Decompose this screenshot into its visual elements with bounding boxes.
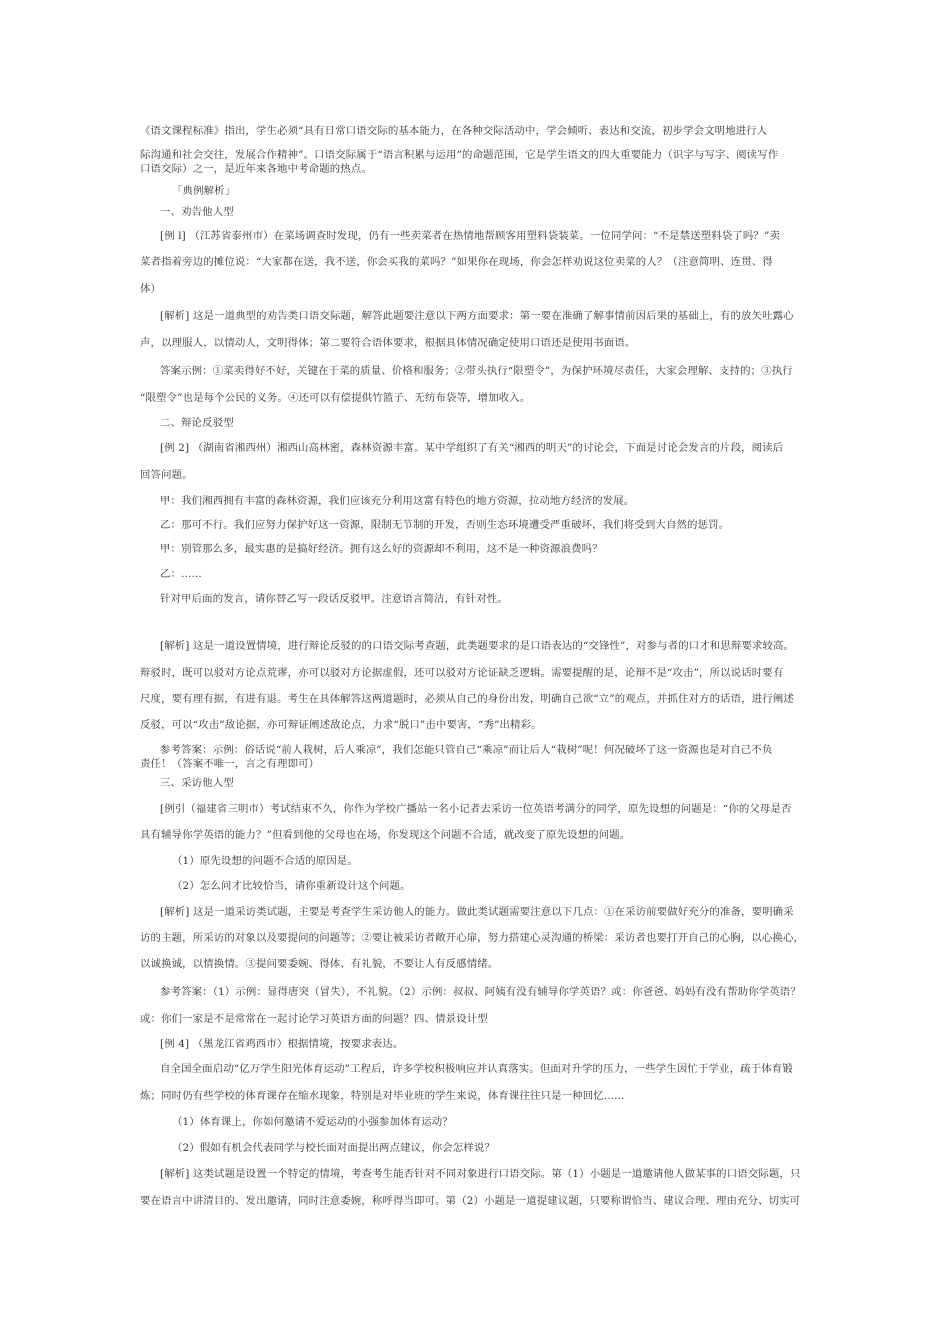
question-line: （2）假如有机会代表同学与校长面对面提出两点建议，你会怎样说？ xyxy=(172,1142,495,1154)
paragraph-line: [例引（福建省三明市）考试结束不久，你作为学校广播站一名小记者去采访一位英语考满分的同学，原先设想的问题是：“你的父母是否 xyxy=(160,803,792,815)
paragraph-line: 以诚换诚，以情换情。③提问要委婉、得体、有礼貌，不要让人有反感情绪。 xyxy=(140,958,499,970)
paragraph-line: 菜者指着旁边的摊位说：“大家都在送，我不送，你会买我的菜吗？”如果你在现场，你会怎样劝说这位卖菜的人？（注意简明、连贯、得 xyxy=(140,256,773,268)
section-heading: 「典例解析」 xyxy=(172,185,236,197)
section-heading: 一、劝告他人型 xyxy=(160,206,234,218)
paragraph-line: 炼；同时仍有些学校的体育课存在缩水现象，特别是对毕业班的学生来说，体育课往往只是一种回忆...... xyxy=(140,1090,625,1102)
dialogue-line: 甲：我们湘西拥有丰富的森林资源，我们应该充分利用这富有特色的地方资源，拉动地方经济的发展。 xyxy=(160,495,635,507)
section-heading: 三、采访他人型 xyxy=(160,777,234,789)
paragraph-line: 自全国全面启动“亿万学生阳光体育运动”工程后，许多学校积极响应并认真落实。但面对升学的压力，一些学生因忙于学业，疏于体育锻 xyxy=(160,1063,793,1075)
paragraph-line: 或：你们一家是不是常常在一起讨论学习英语方面的问题？四、情景设计型 xyxy=(140,1013,488,1025)
question-line: （1）原先设想的问题不合适的原因是。 xyxy=(172,855,358,867)
paragraph-line: 责任！（答案不唯一，言之有理即可） xyxy=(140,758,320,770)
paragraph-line: 答案示例：①菜卖得好不好，关键在于菜的质量、价格和服务；②带头执行“限塑令”，为保护环境尽责任，大家会理解、支持的；③执行 xyxy=(160,365,793,377)
dialogue-line: 甲：别管那么多，最实惠的是搞好经济。拥有这么好的资源却不利用，这不是一种资源浪费吗？ xyxy=(160,543,603,555)
paragraph-line: [解析] 这是一道设置情境，进行辩论反驳的的口语交际考查题，此类题要求的是口语表达的“交锋性”，对参与者的口才和思辩要求较高。 xyxy=(160,640,795,652)
paragraph-line: 反驳，可以“攻击”敌论据，亦可辩证阐述敌论点，力求“脱口”击中要害，“秀”出精彩。 xyxy=(140,719,542,731)
paragraph-line: 参考答案：（1）示例：显得唐突（冒失），不礼貌。（2）示例：叔叔、阿姨有没有辅导你学英语？或：你爸爸、妈妈有没有帮助你学英语？ xyxy=(160,986,801,998)
paragraph-line: [解析] 这是一道典型的劝告类口语交际题，解答此题要注意以下两方面要求：第一要在准确了解事情前因后果的基础上，有的放矢吐露心 xyxy=(160,310,794,322)
paragraph-line: 声，以理服人，以情动人，文明得体；第二要符合语体要求，根据具体情况确定使用口语还是使用书面语。 xyxy=(140,337,636,349)
paragraph-line: [例 4] （黑龙江省鸡西市）根据情境，按要求表达。 xyxy=(160,1038,404,1050)
paragraph-line: “限塑令”也是每个公民的义务。④还可以有偿提供竹篮子、无纺布袋等，增加收入。 xyxy=(140,392,531,404)
paragraph-line: 访的主题，所采访的对象以及要提问的问题等；②要让被采访者敞开心扉，努力搭建心灵沟通的桥梁：采访者也要打开自己的心胸，以心换心， xyxy=(140,932,805,944)
paragraph-line: [例 2] （湖南省湘西州）湘西山高林密，森林资源丰富。某中学组织了有关“湘西的明天”的讨论会，下面是讨论会发言的片段，阅读后 xyxy=(160,442,784,454)
paragraph-line: 具有辅导你学英语的能力？”但看到他的父母也在场，你发现这个问题不合适，就改变了原先设想的问题。 xyxy=(140,829,631,841)
dialogue-line: 乙：...... xyxy=(160,568,202,580)
question-line: （1）体育课上，你如何邀请不爱运动的小强参加体育运动？ xyxy=(172,1116,453,1128)
paragraph-line: 回答问题。 xyxy=(140,469,193,481)
paragraph-line: 体） xyxy=(140,283,162,295)
paragraph-line: [例 l] （江苏省泰州市）在菜场调查时发现，仍有一些卖菜者在热情地帮顾客用塑料袋装菜。一位同学问：“不是禁送塑料袋了吗？”卖 xyxy=(160,230,780,242)
paragraph-line: [解析] 这是一道采访类试题，主要是考查学生采访他人的能力。做此类试题需要注意以下几点：①在采访前要做好充分的准备，要明确采 xyxy=(160,906,794,918)
paragraph-line: 口语交际）之一，是近年来各地中考命题的热点。 xyxy=(140,163,372,175)
dialogue-line: 乙：那可不行。我们应努力保护好这一资源，限制无节制的开发，否则生态环境遭受严重破坏，我们将受到大自然的惩罚。 xyxy=(160,519,730,531)
question-line: （2）怎么问才比较恰当，请你重新设计这个问题。 xyxy=(172,880,411,892)
paragraph-line: [解析] 这类试题是设置一个特定的情境，考查考生能否针对不同对象进行口语交际。第（1）小题是一道邀请他人做某事的口语交际题，只 xyxy=(160,1168,801,1180)
paragraph-line: 要在语言中讲清目的、发出邀请，同时注意委婉，称呼得当即可。第（2）小题是一道提建议题，只要称谓恰当、建议合理、理由充分、切实可 xyxy=(140,1195,801,1207)
section-heading: 二、辩论反驳型 xyxy=(160,417,234,429)
paragraph-line: 参考答案：示例：俗话说“前人栽树，后人乘凉”，我们怎能只管自己“乘凉”而让后人“栽树”呢！何况破坏了这一资源也是对自己不负 xyxy=(160,744,773,756)
paragraph-line: 《语文课程标准》指出，学生必须“具有日常口语交际的基本能力，在各种交际活动中，学会倾听、表达和交流，初步学会文明地进行人 xyxy=(140,125,768,137)
paragraph-line: 针对甲后面的发言，请你替乙写一段话反驳甲。注意语言简洁，有针对性。 xyxy=(160,593,508,605)
paragraph-line: 辩驳时，既可以驳对方论点荒谬，亦可以驳对方论据虚假，还可以驳对方论证缺乏逻辑。需要提醒的是，论辩不是“攻击”，所以说话时要有 xyxy=(140,667,784,679)
paragraph-line: 尺度，要有理有据，有进有退。考生在具体解答这两道题时，必须从自己的身份出发，明确自己欲“立”的观点，并抓住对方的话语，进行阐述 xyxy=(140,693,794,705)
paragraph-line: 际沟通和社会交往，发展合作精神”。口语交际属于“语言积累与运用”的命题范围，它是学生语文的四大重要能力（识字与写字、阅读写作 xyxy=(140,149,779,161)
